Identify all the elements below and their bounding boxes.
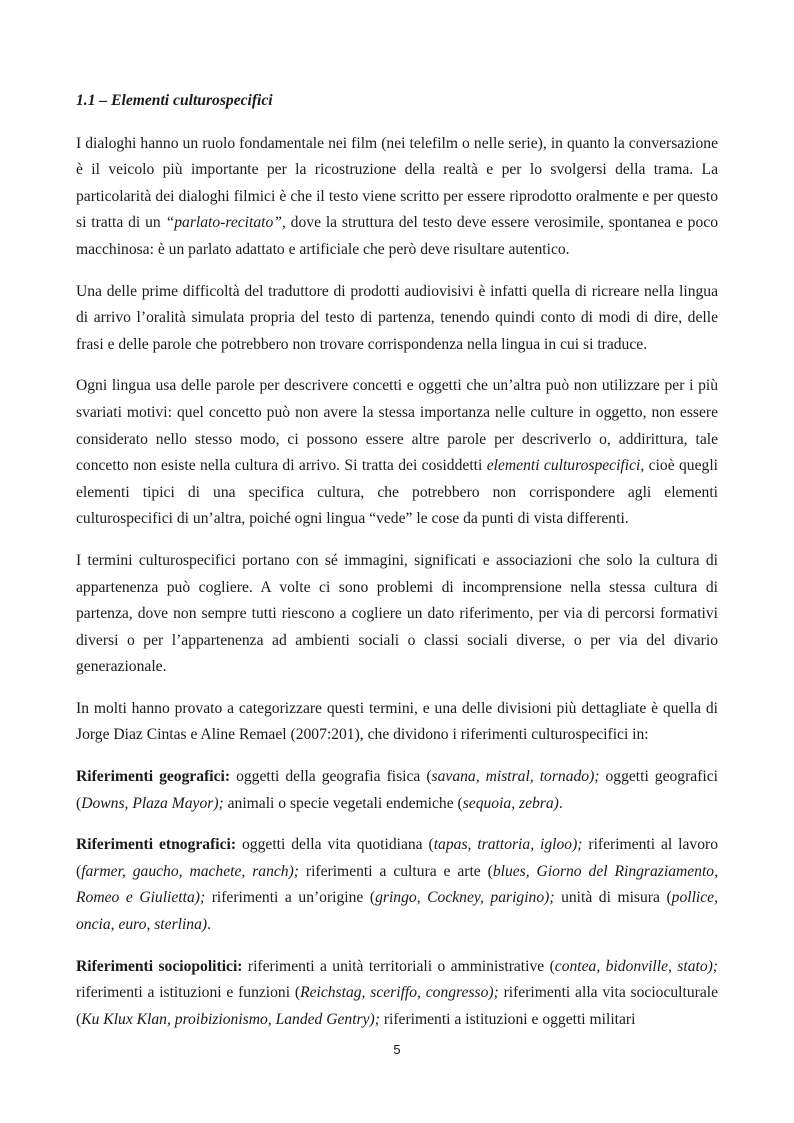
text: riferimenti al lavoro (: [76, 836, 719, 880]
examples: blues, Giorno del Ringraziamento, Romeo e Giulietta);: [76, 862, 719, 907]
examples: tapas, trattoria, igloo);: [433, 836, 583, 854]
text: riferimenti a istituzioni e funzioni (: [76, 984, 301, 1002]
category-label: Riferimenti etnografici:: [76, 836, 237, 854]
paragraph-ethnographic-references: [76, 832, 718, 938]
text: oggetti geografici (: [76, 768, 718, 812]
text: riferimenti a istituzioni e oggetti militari: [379, 1010, 636, 1028]
document-page: [76, 88, 718, 1048]
text: , cioè quegli elementi tipici di una specifica cultura, che potrebbero non corrispondere agli elementi culturospecifici di un’altra, poiché ogni lingua “vede” le cose da punti di vista differenti.: [76, 457, 718, 528]
page-number: 5: [393, 1042, 401, 1057]
text: animali o specie vegetali endemiche (: [223, 794, 463, 812]
examples: Ku Klux Klan, proibizionismo, Landed Gentry);: [81, 1010, 380, 1028]
paragraph-culture-terms: I termini culturospecifici portano con sé immagini, significati e associazioni che solo la cultura di appartenenza può cogliere. A volte ci sono problemi di incomprensione nella stessa cultura di partenza, dove non sempre tutti riescono a cogliere un dato riferimento, per via di percorsi formativi diversi o per l’appartenenza ad ambienti sociali o classi sociali diverse, o per via del divario generazionale.: [76, 551, 718, 676]
paragraph-translator-difficulty: Una delle prime difficoltà del traduttore di prodotti audiovisivi è infatti quella di ricreare nella lingua di arrivo l’oralità simulata propria del testo di partenza, tenendo quindi conto di modi di dire, delle frasi e delle parole che potrebbero non trovare corrispondenza nella lingua in cui si traduce.: [76, 282, 718, 353]
italic-term: elementi culturospecifici: [486, 457, 641, 475]
text: oggetti della geografia fisica (: [230, 768, 432, 786]
text: riferimenti a un’origine (: [205, 889, 376, 907]
section-title: 1.1 – Elementi culturospecifici: [76, 92, 273, 109]
text: riferimenti alla vita socioculturale (: [76, 984, 719, 1028]
text: oggetti della vita quotidiana (: [236, 836, 434, 854]
text: Ogni lingua usa delle parole per descrivere concetti e oggetti che un’altra può non utilizzare per i più svariati motivi: quel concetto può non avere la stessa importanza nelle culture in oggetto, non essere considerato nello stesso modo, ci possono essere altre parole per descriverlo o, addirittura, tale concetto non esiste nella cultura di arrivo. Si tratta dei cosiddetti: [76, 377, 718, 475]
examples: Reichstag, sceriffo, congresso);: [300, 984, 499, 1002]
category-label: Riferimenti sociopolitici:: [76, 957, 243, 975]
category-label: Riferimenti geografici:: [76, 768, 231, 786]
paragraph-categorization: In molti hanno provato a categorizzare questi termini, e una delle divisioni più dettagliate è quella di Jorge Diaz Cintas e Aline Remael (2007:201), che dividono i riferimenti culturospecifici in:: [76, 699, 718, 744]
text: I dialoghi hanno un ruolo fondamentale nei film (nei telefilm o nelle serie), in quanto la conversazione è il veicolo più importante per la ricostruzione della realtà e per lo svolgersi della trama. La particolarità dei dialoghi filmici è che il testo viene scritto per essere riprodotto oralmente e per questo si tratta di un: [76, 134, 718, 232]
paragraph-sociopolitical-references: [76, 954, 718, 1034]
text: riferimenti a unità territoriali o amministrative (: [242, 957, 555, 975]
text: .: [207, 916, 211, 934]
examples: pollice, oncia, euro, sterlina): [76, 889, 718, 934]
examples: Downs, Plaza Mayor);: [81, 794, 224, 812]
examples: gringo, Cockney, parigino);: [375, 889, 555, 907]
examples: savana, mistral, tornado);: [431, 768, 600, 786]
examples: sequoia, zebra): [462, 794, 559, 812]
examples: farmer, gaucho, machete, ranch);: [81, 862, 299, 880]
examples: contea, bidonville, stato);: [554, 957, 719, 975]
paragraph-dialogues: [76, 131, 718, 264]
text: .: [558, 794, 563, 812]
text: unità di misura (: [554, 889, 672, 907]
paragraph-language-concepts: [76, 373, 718, 533]
italic-term: “parlato-recitato”,: [165, 214, 286, 232]
paragraph-geographic-references: [76, 764, 718, 817]
text: dove la struttura del testo deve essere verosimile, spontanea e poco macchinosa: è un parlato adattato e artificiale che però deve risultare autentico.: [76, 214, 718, 258]
text: riferimenti a cultura e arte (: [298, 862, 493, 880]
